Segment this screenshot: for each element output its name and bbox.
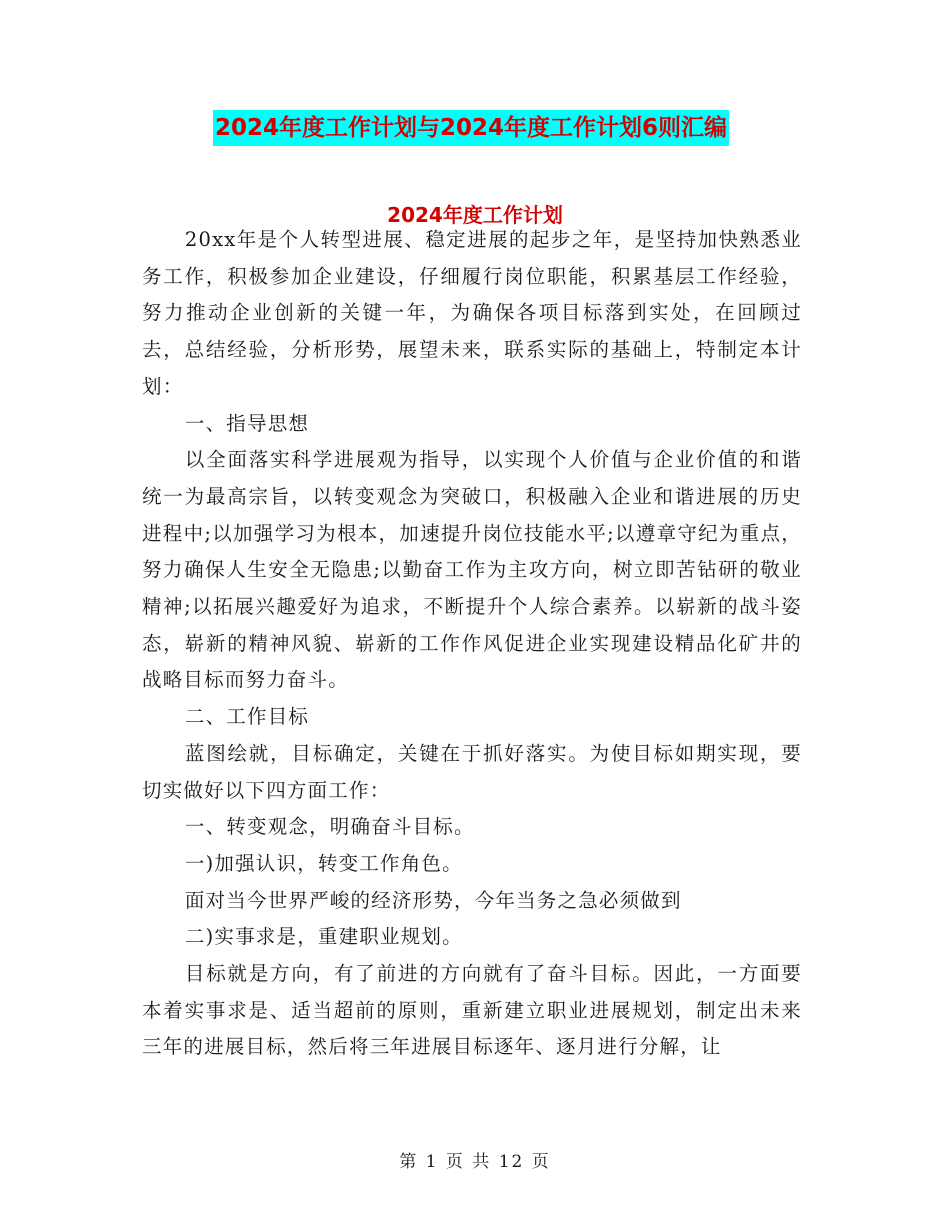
section-title: 2024年度工作计划: [387, 203, 563, 227]
paragraph-guiding-ideology: 以全面落实科学进展观为指导，以实现个人价值与企业价值的和谐统一为最高宗旨，以转变观念为突破口，积极融入企业和谐进展的历史进程中;以加强学习为根本，加速提升岗位技能水平;以遵章守纪为重点，努力确保人生安全无隐患;以勤奋工作为主攻方向，树立即苦钻研的敬业精神;以拓展兴趣爱好为追求，不断提升个人综合素养。以崭新的战斗姿态，崭新的精神风貌、崭新的工作作风促进企业实现建设精品化矿井的战略目标而努力奋斗。: [142, 448, 802, 692]
paragraph-career-planning: 目标就是方向，有了前进的方向就有了奋斗目标。因此，一方面要本着实事求是、适当超前的原则，重新建立职业进展规划，制定出未来三年的进展目标，然后将三年进展目标逐年、逐月进行分解，让: [142, 962, 802, 1059]
paragraph-intro: 20xx年是个人转型进展、稳定进展的起步之年，是坚持加快熟悉业务工作，积极参加企业建设，仔细履行岗位职能，积累基层工作经验，努力推动企业创新的关键一年，为确保各项目标落到实处，在回顾过去，总结经验，分析形势，展望未来，联系实际的基础上，特制定本计划：: [142, 228, 802, 398]
paragraph-economic-situation: 面对当今世界严峻的经济形势，今年当务之急必须做到: [184, 888, 682, 912]
subheading-strengthen-awareness: 一)加强认识，转变工作角色。: [184, 851, 463, 875]
page-footer: 第 1 页 共 12 页: [399, 1152, 551, 1172]
paragraph-work-goals: 蓝图绘就，目标确定，关键在于抓好落实。为使目标如期实现，要切实做好以下四方面工作：: [142, 741, 802, 802]
subheading-career-planning: 二)实事求是，重建职业规划。: [184, 925, 463, 949]
document-title: 2024年度工作计划与2024年度工作计划6则汇编: [213, 110, 729, 146]
heading-change-concepts: 一、转变观念，明确奋斗目标。: [184, 815, 475, 839]
document-body: [142, 222, 802, 1066]
heading-guiding-ideology: 一、指导思想: [184, 411, 310, 435]
heading-work-goals: 二、工作目标: [184, 705, 310, 729]
